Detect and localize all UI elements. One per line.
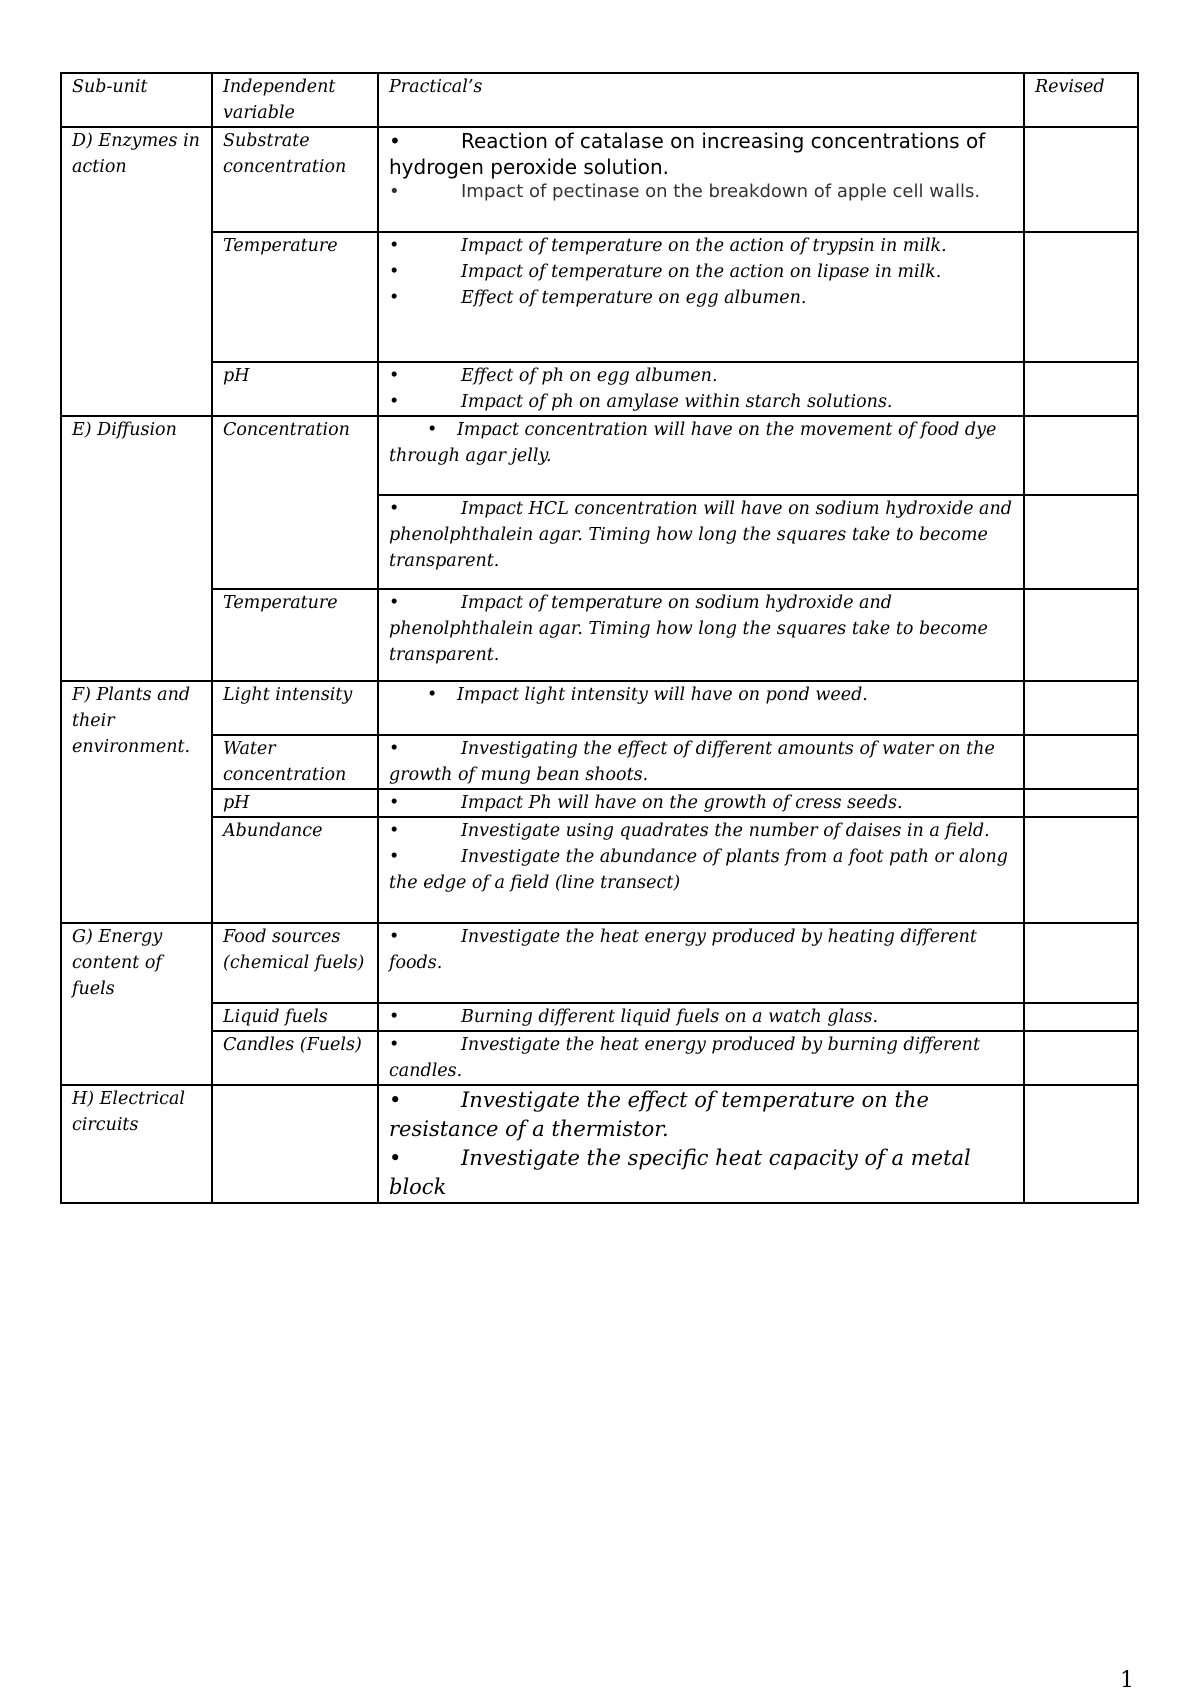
practicals-cell bbox=[378, 362, 1024, 416]
practicals-cell bbox=[378, 789, 1024, 817]
header-practicals: Practical’s bbox=[378, 73, 1024, 127]
bullet-icon: • bbox=[389, 847, 400, 867]
variable-temperature: Temperature bbox=[212, 589, 378, 681]
bullet-icon: • bbox=[389, 927, 400, 947]
subunit-electrical: H) Electrical circuits bbox=[61, 1085, 212, 1203]
list-item: • Impact of temperature on the action of trypsin in milk. bbox=[389, 233, 1013, 259]
table-row bbox=[61, 362, 1138, 416]
list-item: • Investigate the specific heat capacity of a metal block bbox=[389, 1146, 971, 1199]
list-item: • Impact HCL concentration will have on sodium hydroxide and phenolphthalein agar. Timing how long the squares take to become transparent. bbox=[389, 496, 1013, 574]
list-item: • Impact light intensity will have on pond weed. bbox=[389, 682, 1013, 708]
practicals-cell bbox=[378, 923, 1024, 1003]
variable-food: Food sources (chemical fuels) bbox=[212, 923, 378, 1003]
revised-checkbox-cell[interactable] bbox=[1024, 495, 1138, 589]
bullet-icon: • bbox=[389, 499, 400, 519]
bullet-icon: • bbox=[389, 366, 400, 386]
bullet-icon: • bbox=[389, 262, 400, 282]
variable-abundance: Abundance bbox=[212, 817, 378, 923]
header-variable: Independent variable bbox=[212, 73, 378, 127]
revised-checkbox-cell[interactable] bbox=[1024, 923, 1138, 1003]
subunit-plants: F) Plants and their environment. bbox=[61, 681, 212, 923]
list-item: • Investigate using quadrates the number of daises in a field. bbox=[389, 818, 1013, 844]
table-row bbox=[61, 681, 1138, 735]
practicals-cell bbox=[378, 735, 1024, 789]
practicals-cell bbox=[378, 681, 1024, 735]
practicals-cell bbox=[378, 1085, 1024, 1203]
table-row bbox=[61, 735, 1138, 789]
bullet-icon: • bbox=[389, 1088, 402, 1112]
practicals-cell bbox=[378, 1003, 1024, 1031]
bullet-icon: • bbox=[389, 129, 401, 153]
bullet-icon: • bbox=[389, 1035, 400, 1055]
bullet-icon: • bbox=[389, 793, 400, 813]
revised-checkbox-cell[interactable] bbox=[1024, 735, 1138, 789]
table-row bbox=[61, 789, 1138, 817]
practicals-cell bbox=[378, 416, 1024, 495]
bullet-icon: • bbox=[427, 420, 438, 440]
table-row bbox=[61, 589, 1138, 681]
bullet-icon: • bbox=[427, 685, 438, 705]
table-row bbox=[61, 1085, 1138, 1203]
bullet-icon: • bbox=[389, 821, 400, 841]
list-item: • Impact of pectinase on the breakdown of apple cell walls. bbox=[389, 181, 981, 202]
bullet-icon: • bbox=[389, 392, 400, 412]
subunit-diffusion: E) Diffusion bbox=[61, 416, 212, 681]
variable-substrate: Substrate concentration bbox=[212, 127, 378, 232]
list-item: • Effect of ph on egg albumen. bbox=[389, 363, 1013, 389]
header-row bbox=[61, 73, 1138, 127]
list-item: • Impact concentration will have on the movement of food dye through agar jelly. bbox=[389, 417, 1013, 469]
bullet-icon: • bbox=[389, 1007, 400, 1027]
revised-checkbox-cell[interactable] bbox=[1024, 817, 1138, 923]
practicals-cell bbox=[378, 1031, 1024, 1085]
variable-concentration: Concentration bbox=[212, 416, 378, 589]
list-item: • Investigate the heat energy produced by burning different candles. bbox=[389, 1032, 1013, 1084]
list-item: • Impact of temperature on the action on lipase in milk. bbox=[389, 259, 1013, 285]
variable-water: Water concentration bbox=[212, 735, 378, 789]
table-row bbox=[61, 416, 1138, 495]
variable-light: Light intensity bbox=[212, 681, 378, 735]
list-item: • Reaction of catalase on increasing concentrations of hydrogen peroxide solution. bbox=[389, 129, 986, 179]
variable-ph: pH bbox=[212, 362, 378, 416]
table-row bbox=[61, 127, 1138, 232]
variable-ph: pH bbox=[212, 789, 378, 817]
list-item: • Impact of temperature on sodium hydroxide and phenolphthalein agar. Timing how long the squares take to become transparent. bbox=[389, 590, 1013, 668]
table-row bbox=[61, 1031, 1138, 1085]
practicals-cell bbox=[378, 127, 1024, 232]
page-number: 1 bbox=[1120, 1668, 1134, 1693]
practicals-cell bbox=[378, 232, 1024, 362]
subunit-energy: G) Energy content of fuels bbox=[61, 923, 212, 1085]
bullet-icon: • bbox=[389, 288, 400, 308]
practicals-cell bbox=[378, 495, 1024, 589]
table-row bbox=[61, 1003, 1138, 1031]
revised-checkbox-cell[interactable] bbox=[1024, 589, 1138, 681]
bullet-icon: • bbox=[389, 739, 400, 759]
variable-candles: Candles (Fuels) bbox=[212, 1031, 378, 1085]
table-row bbox=[61, 817, 1138, 923]
list-item: • Investigate the heat energy produced by heating different foods. bbox=[389, 924, 1013, 976]
revised-checkbox-cell[interactable] bbox=[1024, 362, 1138, 416]
bullet-icon: • bbox=[389, 1146, 402, 1170]
revised-checkbox-cell[interactable] bbox=[1024, 1003, 1138, 1031]
table-row bbox=[61, 923, 1138, 1003]
variable-temperature: Temperature bbox=[212, 232, 378, 362]
practicals-cell bbox=[378, 817, 1024, 923]
practicals-table bbox=[60, 72, 1139, 1204]
revised-checkbox-cell[interactable] bbox=[1024, 416, 1138, 495]
variable-liquid: Liquid fuels bbox=[212, 1003, 378, 1031]
bullet-icon: • bbox=[389, 181, 400, 202]
revised-checkbox-cell[interactable] bbox=[1024, 789, 1138, 817]
revised-checkbox-cell[interactable] bbox=[1024, 681, 1138, 735]
revised-checkbox-cell[interactable] bbox=[1024, 1085, 1138, 1203]
revised-checkbox-cell[interactable] bbox=[1024, 232, 1138, 362]
variable-electrical bbox=[212, 1085, 378, 1203]
bullet-icon: • bbox=[389, 593, 400, 613]
bullet-icon: • bbox=[389, 236, 400, 256]
revised-checkbox-cell[interactable] bbox=[1024, 127, 1138, 232]
revised-checkbox-cell[interactable] bbox=[1024, 1031, 1138, 1085]
list-item: • Investigating the effect of different amounts of water on the growth of mung bean shoots. bbox=[389, 736, 1013, 788]
list-item: • Impact of ph on amylase within starch solutions. bbox=[389, 389, 1013, 415]
list-item: • Burning different liquid fuels on a watch glass. bbox=[389, 1004, 1013, 1030]
header-revised: Revised bbox=[1024, 73, 1138, 127]
subunit-enzymes: D) Enzymes in action bbox=[61, 127, 212, 416]
list-item: • Effect of temperature on egg albumen. bbox=[389, 285, 1013, 311]
practicals-cell bbox=[378, 589, 1024, 681]
list-item: • Investigate the effect of temperature on the resistance of a thermistor. bbox=[389, 1088, 929, 1141]
header-subunit: Sub-unit bbox=[61, 73, 212, 127]
list-item: • Investigate the abundance of plants from a foot path or along the edge of a field (line transect) bbox=[389, 844, 1013, 896]
list-item: • Impact Ph will have on the growth of cress seeds. bbox=[389, 790, 1013, 816]
table-row bbox=[61, 232, 1138, 362]
